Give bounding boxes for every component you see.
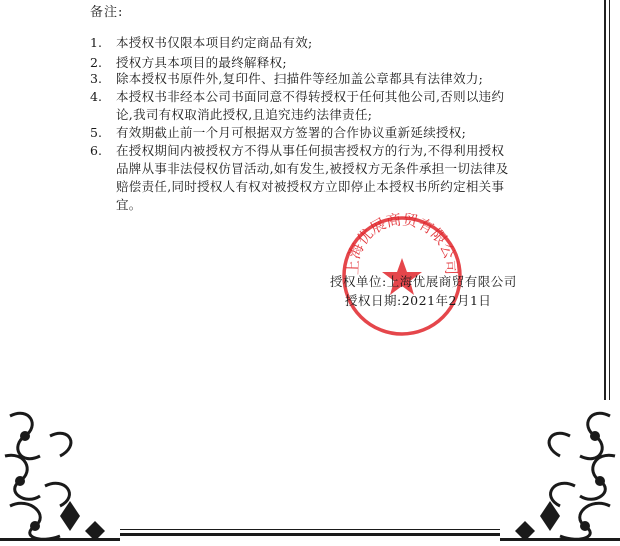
note-text: 授权方具本项目的最终解释权; [116, 55, 287, 70]
note-number: 2. [90, 55, 102, 70]
note-number: 4. [90, 89, 102, 104]
page-frame-right-inner [609, 0, 610, 400]
note-text: 本授权书仅限本项目约定商品有效; [116, 35, 313, 50]
seal-text: 上海优展商贸有限公司 [343, 212, 461, 276]
note-item [90, 54, 510, 70]
note-text: 有效期截止前一个月可根据双方签署的合作协议重新延续授权; [116, 125, 467, 140]
note-item [90, 70, 510, 88]
notes-list [90, 34, 510, 212]
ornament-right-icon [500, 396, 620, 546]
note-number: 5. [90, 125, 102, 140]
ornament-left-icon [0, 396, 120, 546]
note-number: 1. [90, 35, 102, 50]
note-item [90, 142, 510, 212]
note-number: 6. [90, 143, 102, 158]
note-text: 在授权期间内被授权方不得从事任何损害授权方的行为,不得利用授权品牌从事非法侵权仿冒活动,如有发生,被授权方无条件承担一切法律及赔偿责任,同时授权人有权对被授权方立即停止本授权书所约定相关事宜。 [116, 143, 509, 212]
page-frame-right [604, 0, 606, 400]
bottom-border-inner [120, 529, 500, 530]
bottom-border [120, 533, 500, 536]
note-item [90, 124, 510, 142]
notes-header: 备注: [90, 5, 124, 20]
note-text: 除本授权书原件外,复印件、扫描件等经加盖公章都具有法律效力; [116, 71, 484, 86]
date-line: 授权日期:2021年2月1日 [345, 293, 492, 308]
note-item [90, 34, 510, 54]
note-number: 3. [90, 71, 102, 86]
note-item [90, 88, 510, 124]
issuer-line: 授权单位:上海优展商贸有限公司 [330, 274, 517, 289]
note-text: 本授权书非经本公司书面同意不得转授权于任何其他公司,否则以违约论,我司有权取消此授权,且追究违约法律责任; [116, 89, 505, 122]
